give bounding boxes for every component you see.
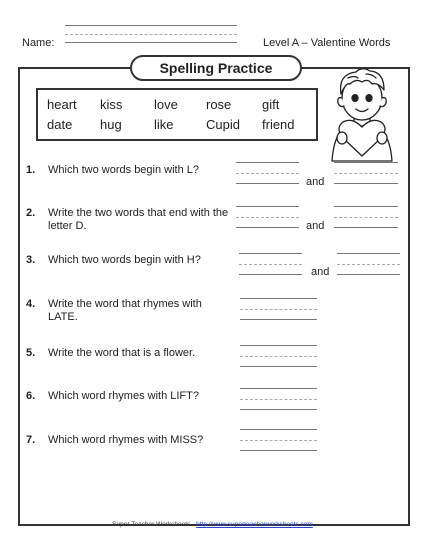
level-label: Level A – Valentine Words	[263, 37, 391, 49]
word-bank-item: love	[154, 97, 178, 112]
answer-line[interactable]	[239, 253, 302, 275]
word-bank-item: like	[154, 117, 174, 132]
question-number: 7.	[26, 434, 36, 446]
name-label: Name:	[22, 37, 55, 49]
question-number: 5.	[26, 347, 36, 359]
answer-line[interactable]	[334, 162, 398, 184]
answer-line[interactable]	[236, 162, 299, 184]
footer-link[interactable]: http://www.superteacherworksheets.com	[196, 521, 313, 528]
footer-separator: -	[192, 521, 195, 528]
question-number: 2.	[26, 207, 36, 219]
question-text: Write the word that is a flower.	[48, 347, 196, 359]
answer-line[interactable]	[334, 206, 398, 228]
word-bank-item: heart	[47, 97, 77, 112]
answer-line[interactable]	[240, 298, 317, 320]
question-text: Write the word that rhymes with LATE.	[48, 298, 202, 323]
word-bank-item: Cupid	[206, 117, 240, 132]
question-text: Which two words begin with L?	[48, 164, 200, 176]
footer-brand: Super Teacher Worksheets	[112, 521, 191, 528]
word-bank	[36, 88, 318, 141]
word-bank-item: hug	[100, 117, 122, 132]
and-label: and	[306, 220, 325, 232]
word-bank-item: kiss	[100, 97, 123, 112]
and-label: and	[311, 266, 330, 278]
and-label: and	[306, 176, 325, 188]
answer-line[interactable]	[337, 253, 400, 275]
question-text: Which word rhymes with LIFT?	[48, 390, 199, 402]
answer-line[interactable]	[236, 206, 299, 228]
question-text: Which two words begin with H?	[48, 254, 201, 266]
question-number: 6.	[26, 390, 36, 402]
answer-line[interactable]	[240, 388, 317, 410]
question-number: 1.	[26, 164, 36, 176]
word-bank-item: friend	[262, 117, 295, 132]
name-line-guide	[65, 25, 237, 43]
boy-with-heart-illustration	[318, 62, 406, 162]
word-bank-item: gift	[262, 97, 280, 112]
answer-line[interactable]	[240, 345, 317, 367]
question-number: 3.	[26, 254, 36, 266]
question-number: 4.	[26, 298, 36, 310]
word-bank-item: date	[47, 117, 73, 132]
page-title: Spelling Practice	[130, 55, 302, 81]
word-bank-item: rose	[206, 97, 232, 112]
question-text: Write the two words that end with the letter D.	[48, 207, 229, 232]
answer-line[interactable]	[240, 429, 317, 451]
footer	[0, 521, 425, 528]
question-text: Which word rhymes with MISS?	[48, 434, 204, 446]
